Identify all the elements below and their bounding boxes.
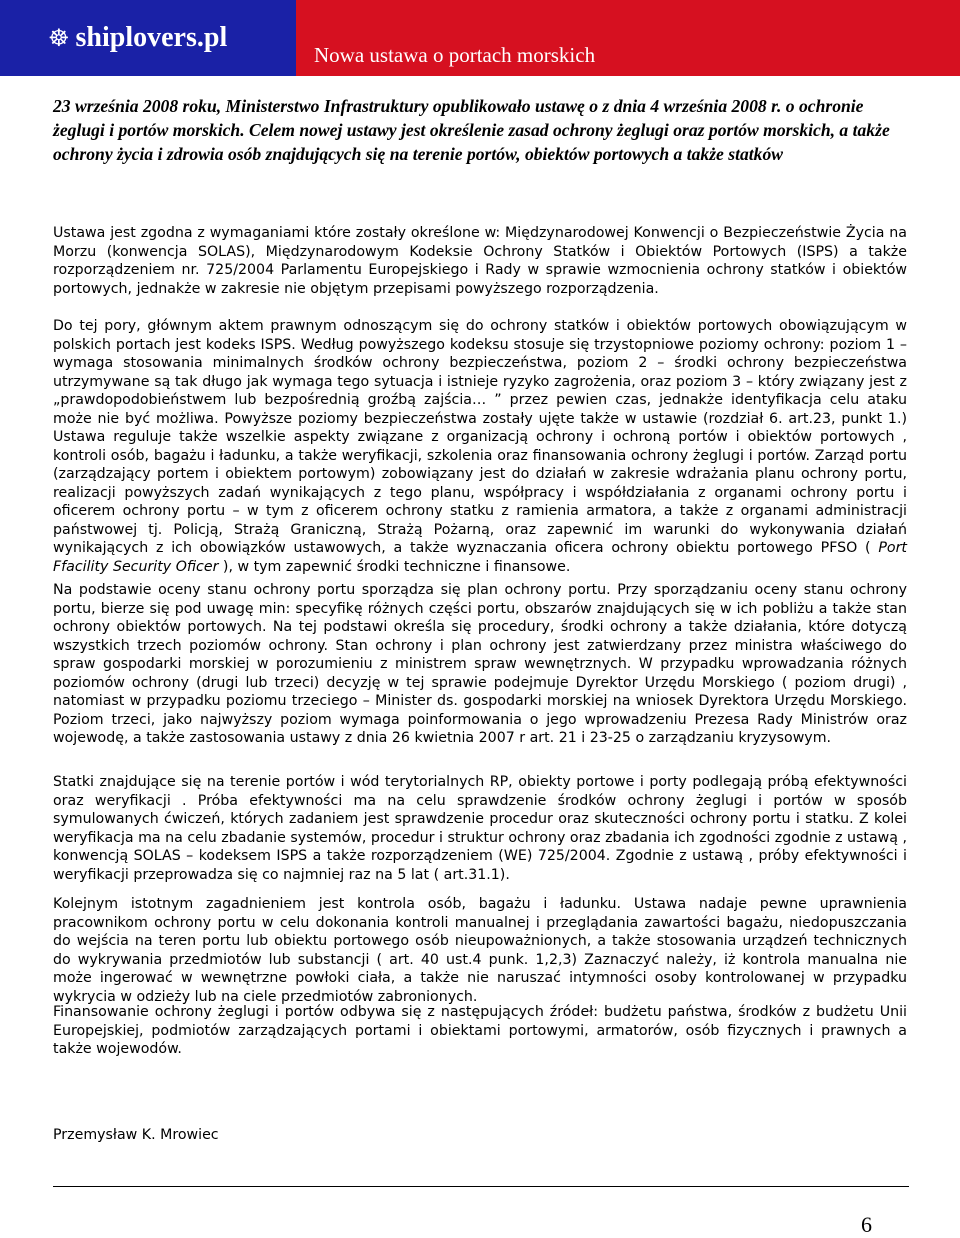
header-title-panel <box>296 0 960 76</box>
document-title: Nowa ustawa o portach morskich <box>314 43 596 67</box>
ship-wheel-icon: ☸ <box>48 24 70 52</box>
paragraph-1: Ustawa jest zgodna z wymaganiami które zostały określone w: Międzynarodowej Konwencji o Bezpieczeństwie Życia na Morzu (konwencja SOLAS), Międzynarodowym Kodeksie Ochrony Statków i Obiektów Portowych (ISPS) a także rozporządzeniem nr. 725/2004 Parlamentu Europejskiego i Rady w sprawie wzmocnienia ochrony statków i obiektów portowych, jednakże w zakresie nie objętym przepisami powyższego rozporządzenia. <box>53 225 907 297</box>
paragraph-2-end: ), w tym zapewnić środki techniczne i finansowe. <box>218 558 571 575</box>
page-header <box>0 0 960 76</box>
article-intro: 23 września 2008 roku, Ministerstwo Infrastruktury opublikowało ustawę o z dnia 4 września 2008 r. o ochronie żeglugi i portów morskich. Celem nowej ustawy jest określenie zasad ochrony żeglugi oraz portów morskich, a także ochrony życia i zdrowia osób znajdujących się na terenie portów, obiektów portowych a także statków <box>53 96 890 164</box>
footer-divider <box>53 1186 909 1187</box>
pfso-term: Port Ffacility Security Oficer <box>53 540 907 575</box>
header-brand-panel <box>0 0 296 76</box>
paragraph-2-text: Do tej pory, głównym aktem prawnym odnoszącym się do ochrony statków i obiektów portowych obowiązującym w polskich portach jest kodeks ISPS. Według powyższego kodeksu stosuje się trzystopniowe poziomy ochrony: poziom 1 – wymaga stosowania minimalnych środków ochrony bezpieczeństwa, poziom 2 – środki ochrony bezpieczeństwa utrzymywane są tak długo jak wymaga tego sytuacja i istnieje ryzyko zagrożenia, oraz poziom 3 – który związany jest z „prawdopodobieństwem lub bezpośrednią groźbą zajścia… ” przez pewien czas, jednakże identyfikacja celu ataku może nie być możliwa. Powyższe poziomy bezpieczeństwa zostały ujęte także w ustawie (rozdział 6. art.23, punkt 1.) Ustawa reguluje także wszelkie aspekty związane z organizacją ochrony i ochroną portów i obiektów portowych , kontroli osób, bagażu i ładunku, a także weryfikacji, szkolenia oraz finansowania ochrony żeglugi i portów. Zarząd portu (zarządzający portem i obiektem portowym) zobowiązany jest do działań w zakresie wdrażania planu ochrony portu, realizacji powyższych zadań wynikających z tego planu, współpracy i współdziałania z organami ochrony portu i oficerem ochrony portu – w tym z oficerem ochrony statku z ramienia armatora, a także z organami administracji państwowej tj. Policją, Strażą Graniczną, Strażą Pożarną, oraz zapewnić im warunki do wykonywania działań wynikających z ich obowiązków ustawowych, a także wyznaczania oficera ochrony obiektu portowego PFSO ( <box>53 318 907 556</box>
paragraph-2 <box>53 317 907 576</box>
paragraph-6: Finansowanie ochrony żeglugi i portów odbywa się z następujących źródeł: budżetu państwa, środków z budżetu Unii Europejskiej, podmiotów zarządzających portami i obiektami portowymi, armatorów, osób fizycznych i prawnych a także wojewodów. <box>53 1004 907 1057</box>
paragraph-4: Statki znajdujące się na terenie portów i wód terytorialnych RP, obiekty portowe i porty podlegają próbą efektywności oraz weryfikacji . Próba efektywności ma na celu sprawdzenie środków ochrony żeglugi i portów w sposób symulowanych ćwiczeń, których zadaniem jest sprawdzenie procedur oraz skuteczności ochrony portu i statku. Z kolei weryfikacja ma na celu zbadanie systemów, procedur i struktur ochrony oraz zbadania ich zgodności zgodnie z ustawą , konwencją SOLAS – kodeksem ISPS a także rozporządzeniem (WE) 725/2004. Zgodnie z ustawą , próby efektywności i weryfikacji przeprowadza się co najmniej raz na 5 lat ( art.31.1). <box>53 774 907 883</box>
author-signature: Przemysław K. Mrowiec <box>53 1127 219 1143</box>
site-name: shiplovers.pl <box>75 22 228 53</box>
paragraph-5: Kolejnym istotnym zagadnieniem jest kontrola osób, bagażu i ładunku. Ustawa nadaje pewne uprawnienia pracownikom ochrony portu w celu dokonania kontroli manualnej i przeglądania zawartości bagażu, niedopuszczania do wejścia na teren portu lub obiektu portowego osób nieupoważnionych, a także stosowania urządzeń technicznych do wykrywania przedmiotów lub substancji ( art. 40 ust.4 punk. 1,2,3) Zaznaczyć należy, iż kontrola manualna nie może ingerować w wewnętrzne powłoki ciała, a także nie naruszać intymności osoby kontrolowanej w przypadku wykrycia w odzieży lub na ciele przedmiotów zabronionych. <box>53 896 907 1005</box>
page-number: 6 <box>861 1212 872 1237</box>
paragraph-3: Na podstawie oceny stanu ochrony portu sporządza się plan ochrony portu. Przy sporządzaniu oceny stanu ochrony portu, bierze się pod uwagę min: specyfikę różnych części portu, obszarów znajdujących się w ich pobliżu a także stan ochrony obiektów portowych. Na tej podstawi określa się procedury, środki ochrony a także działania, które dotyczą wszystkich trzech poziomów ochrony. Stan ochrony i plan ochrony jest zatwierdzany przez ministra właściwego do spraw gospodarki morskiej w porozumieniu z ministrem spraw wewnętrznych. W przypadku wprowadzania różnych poziomów ochrony (drugi lub trzeci) decyzję w tej sprawie podejmuje Dyrektor Urzędu Morskiego ( poziom drugi) , natomiast w przypadku poziomu trzeciego – Minister ds. gospodarki morskiej na wniosek Dyrektora Urzędu Morskiego. Poziom trzeci, jako najwyższy poziom wymaga poinformowania o jego wprowadzeniu Prezesa Rady Ministrów oraz wojewodę, a także zastosowania ustawy z dnia 26 kwietnia 2007 r art. 21 i 23-25 o zarządzaniu kryzysowym. <box>53 582 907 746</box>
